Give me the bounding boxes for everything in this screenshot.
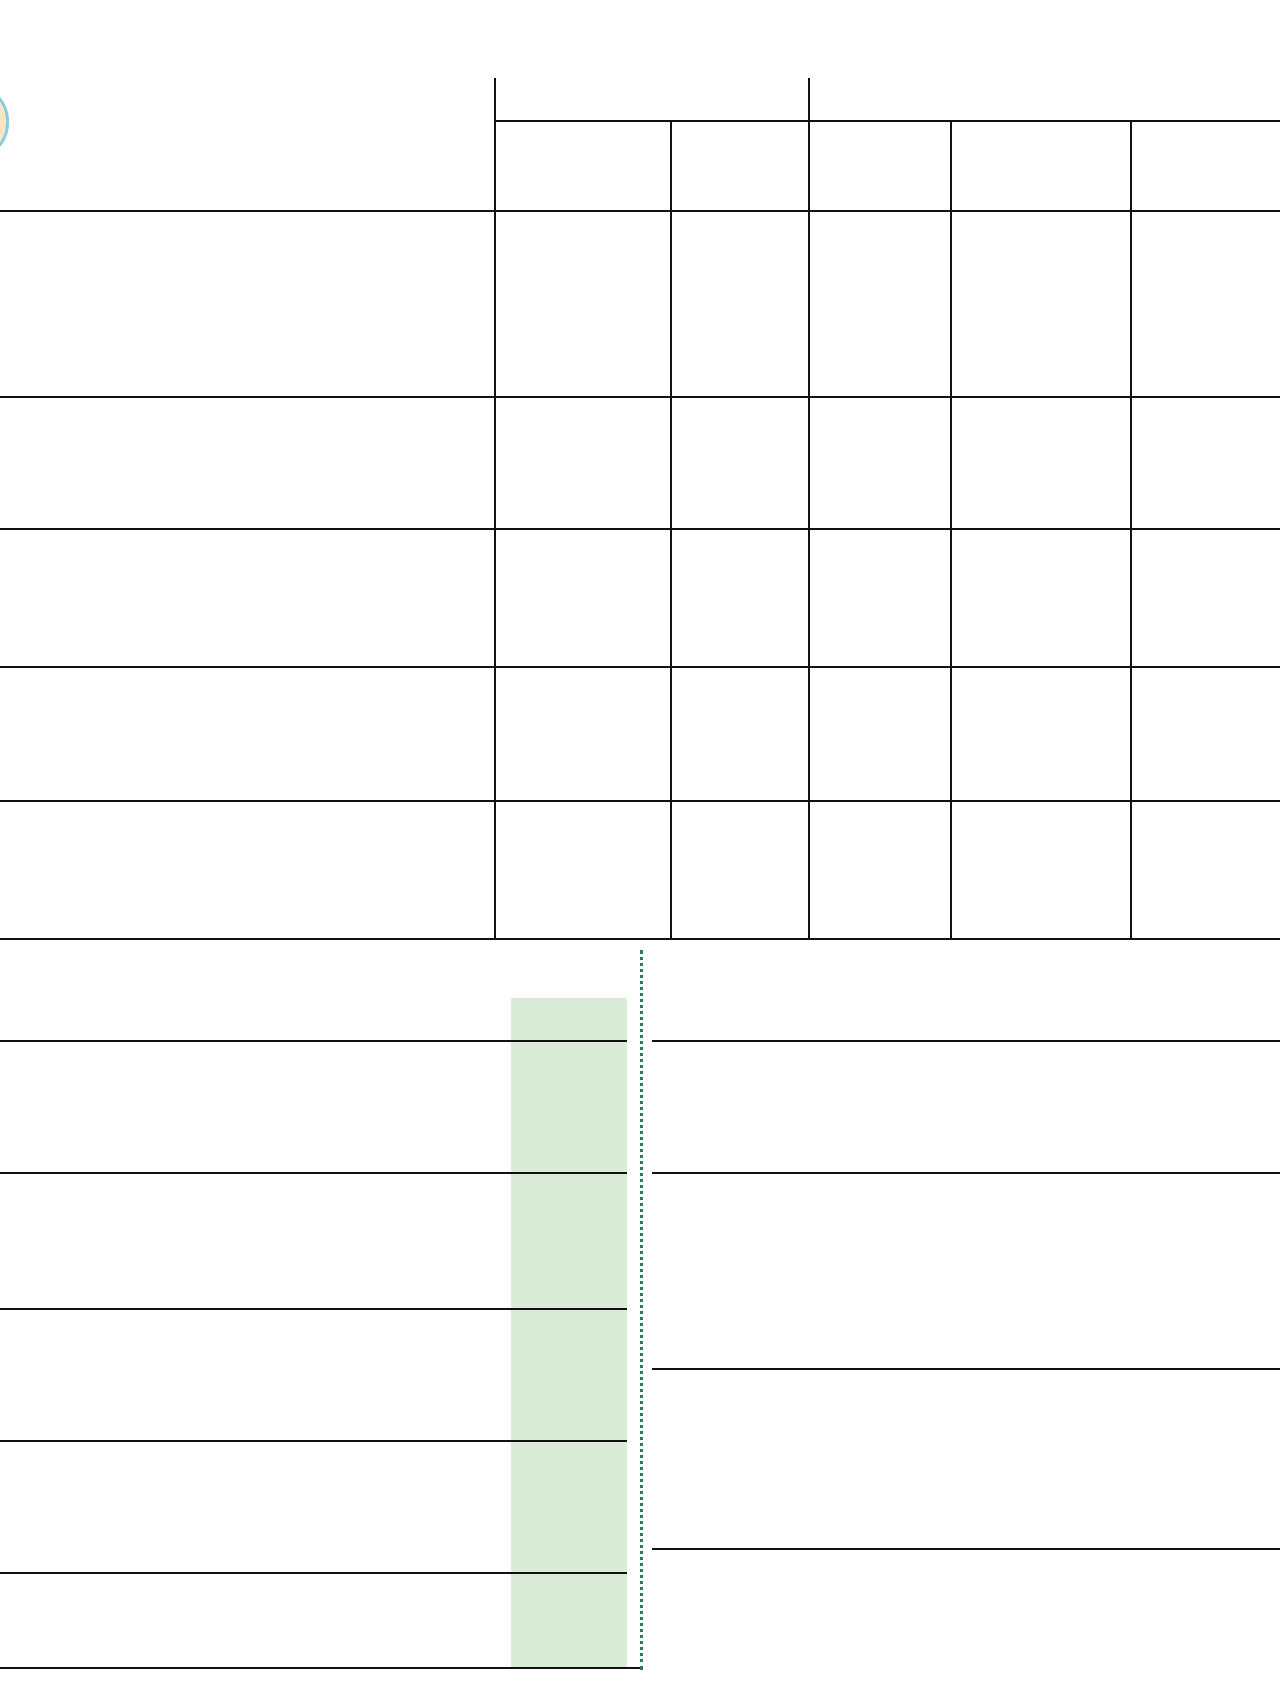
sector-divider [0,1308,627,1310]
group-header-rule [495,120,1280,122]
sector-bottom-rule [0,1667,640,1669]
row-divider [0,528,1280,530]
col-divider [1130,122,1132,938]
col-divider [670,122,672,938]
logo [0,84,9,160]
col-divider [494,78,496,938]
col-divider [808,78,810,938]
section-divider [0,666,1280,668]
sector-divider [0,1440,627,1442]
pertenencia-header-rule [652,1040,1280,1042]
sector-header-rule [0,1040,627,1042]
col-divider [950,122,952,938]
panel-separator [640,950,643,1670]
row-divider [0,396,1280,398]
row-divider [0,800,1280,802]
table-bottom-rule [0,938,1280,940]
total-column-highlight [511,998,627,1668]
sector-divider [0,1572,627,1574]
header-bottom-rule [0,210,1280,212]
planes-bottom-rule [652,1548,1280,1550]
pertenencia-divider [652,1172,1280,1174]
sector-divider [0,1172,627,1174]
planes-header-rule [652,1368,1280,1370]
